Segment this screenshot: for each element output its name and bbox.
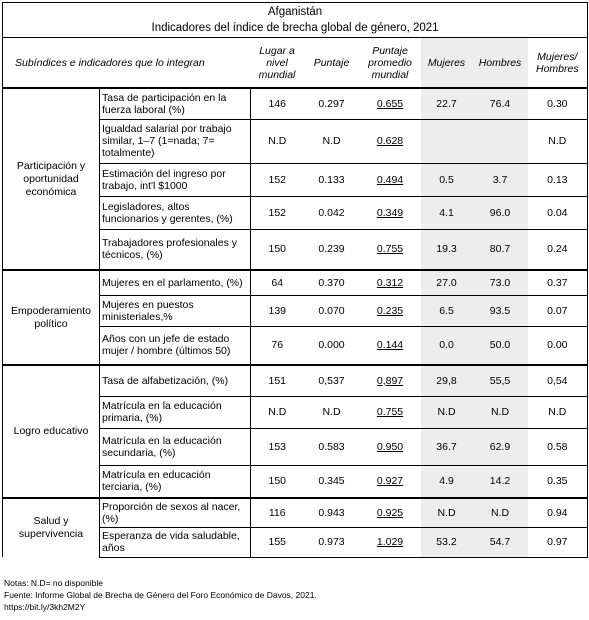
ratio-cell-value: 0.58 <box>547 440 568 453</box>
indicator-label: Tasa de participación en la fuerza laboral (%) <box>100 88 251 119</box>
women-cell <box>421 295 473 326</box>
rank-cell-value: 152 <box>268 173 287 186</box>
rank-cell <box>251 527 304 557</box>
men-cell <box>473 465 528 498</box>
ratio-cell <box>528 365 588 396</box>
women-cell <box>421 465 473 498</box>
rank-cell-value: 150 <box>268 475 287 488</box>
rank-cell-value: 150 <box>268 243 287 256</box>
avg-cell-value: 0.927 <box>376 475 404 488</box>
indicator-label: Matrícula en la educación primaria, (%) <box>100 396 251 428</box>
women-cell-value: 22.7 <box>436 97 457 110</box>
table-subtitle: Indicadores del índice de brecha global de género, 2021 <box>151 22 439 34</box>
rank-cell-value: 151 <box>268 374 287 387</box>
women-cell-value: 53.2 <box>436 536 457 548</box>
avg-cell-value: 0.349 <box>376 206 404 219</box>
score-cell <box>304 295 360 326</box>
indicator-label: Esperanza de vida saludable, años <box>100 527 251 557</box>
ratio-cell <box>528 465 588 498</box>
source-link: https://bit.ly/3kh2M2Y <box>4 602 86 612</box>
avg-cell <box>360 196 421 229</box>
score-cell-value: 0.070 <box>318 304 345 317</box>
avg-cell-value: 0.755 <box>376 243 404 256</box>
score-cell <box>304 119 360 163</box>
score-cell-value: 0.000 <box>318 339 345 352</box>
men-cell-value: 62.9 <box>489 440 511 453</box>
country-title: Afganistán <box>267 6 323 18</box>
ratio-cell-value: 0.97 <box>547 536 568 548</box>
women-cell <box>421 196 473 229</box>
men-cell <box>473 295 528 326</box>
score-cell-value: N.D <box>322 406 341 418</box>
indicator-label: Mujeres en el parlamento, (%) <box>100 270 251 295</box>
ratio-cell <box>528 527 588 557</box>
header-rank: Lugar a nivel mundial <box>251 38 304 89</box>
women-cell <box>421 229 473 270</box>
men-cell <box>473 196 528 229</box>
ratio-cell-value: 0.35 <box>547 475 568 488</box>
indicator-label: Matrícula en educación terciaria, (%) <box>100 465 251 498</box>
score-cell-value: 0.297 <box>318 97 345 110</box>
avg-cell-value: 0.655 <box>376 97 404 110</box>
ratio-cell-value: 0.24 <box>547 243 568 256</box>
avg-cell-value: 0.312 <box>376 276 404 289</box>
rank-cell <box>251 428 304 465</box>
subindex-name: Logro educativo <box>3 365 100 498</box>
ratio-cell <box>528 295 588 326</box>
subindex-name: Salud y supervivencia <box>3 498 100 557</box>
women-cell <box>421 498 473 527</box>
score-cell-value: N.D <box>322 135 341 147</box>
men-cell-value: 50.0 <box>489 339 511 352</box>
men-cell <box>473 326 528 365</box>
ratio-cell-value: 0.04 <box>547 206 568 219</box>
table-row <box>3 88 588 119</box>
men-cell <box>473 365 528 396</box>
indicator-label: Legisladores, altos funcionarios y gerentes, (%) <box>100 196 251 229</box>
ratio-cell-value: 0.94 <box>547 506 568 519</box>
header-avg: Puntaje promedio mundial <box>360 38 421 89</box>
men-cell-value: 76.4 <box>489 97 511 110</box>
indicator-label: Proporción de sexos al nacer, (%) <box>100 498 251 527</box>
score-cell <box>304 270 360 295</box>
rank-cell <box>251 465 304 498</box>
women-cell <box>421 88 473 119</box>
women-cell <box>421 396 473 428</box>
women-cell-value: N.D <box>437 506 456 519</box>
notes <box>4 577 317 613</box>
women-cell <box>421 326 473 365</box>
header-women: Mujeres <box>421 38 473 89</box>
indicator-label: Matrícula en la educación secundaria, (%) <box>100 428 251 465</box>
avg-cell <box>360 465 421 498</box>
score-cell <box>304 365 360 396</box>
score-cell-value: 0.973 <box>318 536 345 548</box>
avg-cell <box>360 498 421 527</box>
score-cell-value: 0.345 <box>318 475 345 488</box>
header-men: Hombres <box>473 38 528 89</box>
men-cell-value: 55,5 <box>489 374 511 387</box>
indicator-label: Tasa de alfabetización, (%) <box>100 365 251 396</box>
score-cell-value: 0.133 <box>318 173 345 186</box>
score-cell-value: 0.042 <box>318 206 345 219</box>
indicator-label: Años con un jefe de estado mujer / hombre (últimos 50) <box>100 326 251 365</box>
header-ratio: Mujeres/ Hombres <box>528 38 588 89</box>
score-cell <box>304 229 360 270</box>
table-title <box>3 3 588 38</box>
ratio-cell-value: 0,54 <box>547 374 568 387</box>
table-row <box>3 365 588 396</box>
rank-cell <box>251 163 304 196</box>
rank-cell <box>251 119 304 163</box>
rank-cell-value: 152 <box>268 206 287 219</box>
indicator-label: Trabajadores profesionales y técnicos, (%) <box>100 229 251 270</box>
rank-cell-value: N.D <box>268 406 287 418</box>
gender-gap-table <box>2 2 588 558</box>
rank-cell <box>251 229 304 270</box>
rank-cell-value: 76 <box>271 339 284 352</box>
ratio-cell-value: 0.00 <box>547 339 568 352</box>
score-cell <box>304 163 360 196</box>
rank-cell-value: 116 <box>268 506 286 519</box>
score-cell-value: 0.370 <box>318 276 345 289</box>
rank-cell <box>251 365 304 396</box>
men-cell <box>473 396 528 428</box>
avg-cell <box>360 163 421 196</box>
avg-cell-value: 0,897 <box>376 374 404 387</box>
score-cell-value: 0.583 <box>318 440 345 453</box>
women-cell-value: 4.1 <box>439 206 454 219</box>
score-cell-value: 0,537 <box>318 374 345 387</box>
rank-cell-value: 139 <box>268 304 287 317</box>
rank-cell-value: 153 <box>268 440 287 453</box>
header-score: Puntaje <box>304 38 360 89</box>
rank-cell <box>251 396 304 428</box>
note-line: Notas: N.D= no disponible <box>4 578 103 588</box>
ratio-cell <box>528 270 588 295</box>
avg-cell-value: 0.628 <box>376 135 404 147</box>
indicator-label: Igualdad salarial por trabajo similar, 1–7 (1=nada; 7= totalmente) <box>100 119 251 163</box>
women-cell-value: 0.5 <box>439 173 454 186</box>
score-cell <box>304 396 360 428</box>
score-cell <box>304 196 360 229</box>
men-cell <box>473 498 528 527</box>
rank-cell-value: 64 <box>271 276 284 289</box>
score-cell <box>304 465 360 498</box>
rank-cell-value: N.D <box>268 135 287 147</box>
women-cell-value: N.D <box>437 406 456 418</box>
ratio-cell <box>528 498 588 527</box>
indicator-label: Estimación del ingreso por trabajo, int'l $1000 <box>100 163 251 196</box>
women-cell-value: 27.0 <box>436 276 457 289</box>
ratio-cell-value: 0.37 <box>547 276 568 289</box>
women-cell-value: 19.3 <box>436 243 457 256</box>
women-cell-value: 4.9 <box>439 475 454 488</box>
score-cell-value: 0.943 <box>318 506 345 519</box>
men-cell <box>473 270 528 295</box>
ratio-cell <box>528 229 588 270</box>
subindex-name: Participación y oportunidad económica <box>3 88 100 270</box>
avg-cell <box>360 88 421 119</box>
avg-cell-value: 0.144 <box>376 339 404 352</box>
ratio-cell <box>528 396 588 428</box>
avg-cell-value: 0.235 <box>376 304 404 317</box>
indicator-label: Mujeres en puestos ministeriales,% <box>100 295 251 326</box>
men-cell <box>473 88 528 119</box>
avg-cell <box>360 326 421 365</box>
men-cell-value: 3.7 <box>492 173 508 186</box>
men-cell-value: 14.2 <box>489 475 511 488</box>
subindex-name: Empoderamiento político <box>3 270 100 365</box>
men-cell-value: 73.0 <box>489 276 511 289</box>
rank-cell <box>251 196 304 229</box>
ratio-cell <box>528 88 588 119</box>
women-cell <box>421 163 473 196</box>
men-cell <box>473 119 528 163</box>
men-cell-value: 80.7 <box>489 243 511 256</box>
rank-cell <box>251 270 304 295</box>
rank-cell <box>251 88 304 119</box>
men-cell-value: 93.5 <box>489 304 511 317</box>
avg-cell <box>360 119 421 163</box>
ratio-cell-value: 0.07 <box>547 304 568 317</box>
men-cell <box>473 428 528 465</box>
avg-cell <box>360 527 421 557</box>
score-cell <box>304 498 360 527</box>
ratio-cell-value: N.D <box>548 135 567 147</box>
rank-cell <box>251 498 304 527</box>
avg-cell-value: 0.925 <box>376 506 404 519</box>
ratio-cell <box>528 196 588 229</box>
score-cell-value: 0.239 <box>318 243 345 256</box>
score-cell <box>304 428 360 465</box>
table-row <box>3 498 588 527</box>
ratio-cell <box>528 119 588 163</box>
ratio-cell-value: N.D <box>548 406 567 418</box>
avg-cell-value: 0.950 <box>376 440 404 453</box>
avg-cell <box>360 295 421 326</box>
avg-cell-value: 0.755 <box>376 406 404 418</box>
men-cell <box>473 229 528 270</box>
ratio-cell-value: 0.30 <box>547 97 568 110</box>
avg-cell <box>360 229 421 270</box>
women-cell <box>421 119 473 163</box>
women-cell-value: 29,8 <box>436 374 457 387</box>
women-cell <box>421 428 473 465</box>
avg-cell <box>360 365 421 396</box>
avg-cell-value: 1.029 <box>376 536 404 548</box>
men-cell <box>473 163 528 196</box>
ratio-cell <box>528 163 588 196</box>
men-cell-value: N.D <box>490 406 510 418</box>
avg-cell-value: 0.494 <box>376 173 404 186</box>
avg-cell <box>360 270 421 295</box>
avg-cell <box>360 396 421 428</box>
score-cell <box>304 88 360 119</box>
rank-cell <box>251 326 304 365</box>
rank-cell-value: 155 <box>268 536 287 548</box>
women-cell <box>421 527 473 557</box>
ratio-cell <box>528 428 588 465</box>
women-cell-value: 0.0 <box>439 339 454 352</box>
rank-cell <box>251 295 304 326</box>
rank-cell-value: 146 <box>268 97 287 110</box>
source-line: Fuente: Informe Global de Brecha de Género del Foro Económico de Davos, 2021. <box>4 590 317 600</box>
women-cell-value: 36.7 <box>436 440 457 453</box>
score-cell <box>304 326 360 365</box>
men-cell-value: 96.0 <box>489 206 511 219</box>
men-cell-value: N.D <box>490 506 510 519</box>
men-cell-value: 54.7 <box>489 536 511 548</box>
ratio-cell-value: 0.13 <box>547 173 568 186</box>
women-cell <box>421 270 473 295</box>
score-cell <box>304 527 360 557</box>
men-cell <box>473 527 528 557</box>
table-row <box>3 270 588 295</box>
women-cell-value: 6.5 <box>439 304 454 317</box>
ratio-cell <box>528 326 588 365</box>
header-subindices: Subíndices e indicadores que lo integran <box>3 38 251 89</box>
avg-cell <box>360 428 421 465</box>
women-cell <box>421 365 473 396</box>
